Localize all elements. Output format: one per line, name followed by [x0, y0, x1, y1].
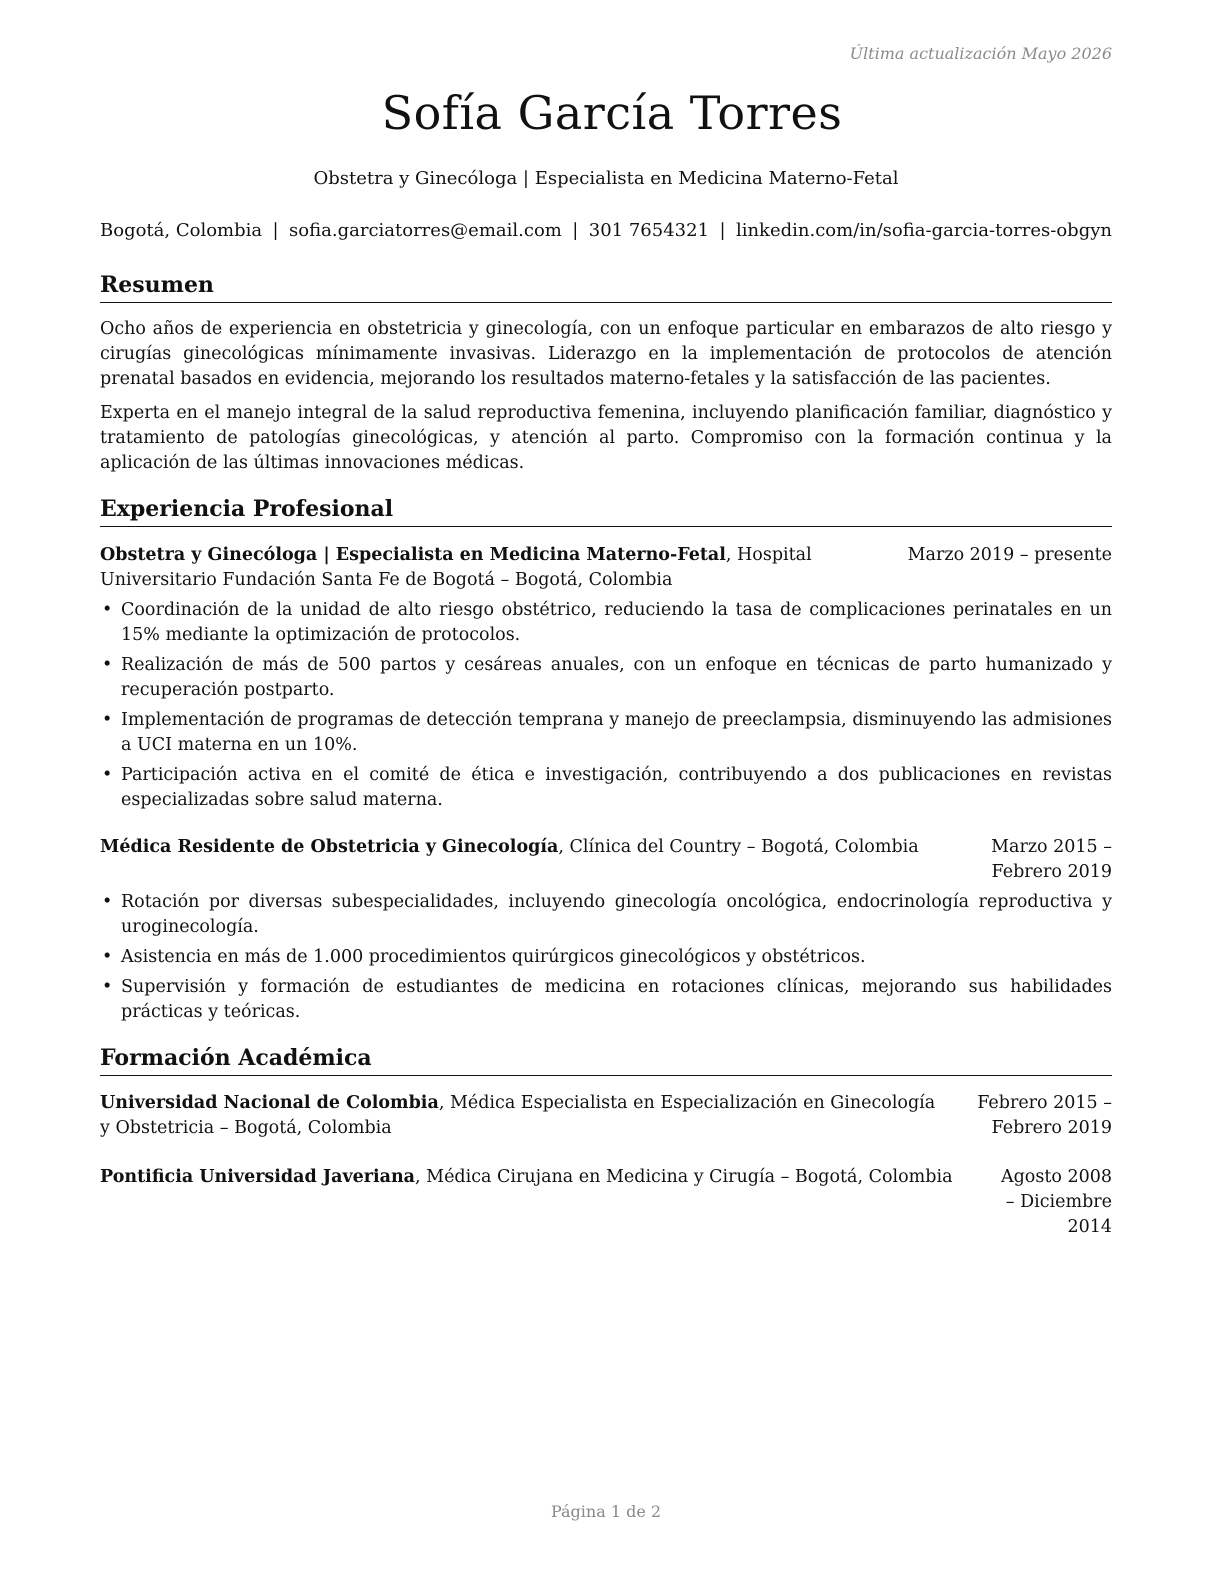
job-header	[100, 835, 1112, 885]
job-role: Médica Residente de Obstetricia y Ginecología	[100, 837, 559, 857]
section-title-summary: Resumen	[100, 270, 1112, 303]
summary-paragraph: Experta en el manejo integral de la salud reproductiva femenina, incluyendo planificación familiar, diagnóstico y tratamiento de patologías ginecológicas, y atención al parto. Compromiso con la formación continua y la aplicación de las últimas innovaciones médicas.	[100, 403, 1112, 473]
contact-location: Bogotá, Colombia	[100, 220, 263, 241]
last-updated: Última actualización Mayo 2026	[849, 44, 1112, 63]
contact-separator: |	[572, 220, 579, 241]
job-bullets	[100, 890, 1112, 1025]
job-entry	[100, 835, 1112, 1025]
job-employer: , Clínica del Country – Bogotá, Colombia	[558, 837, 919, 857]
contact-separator: |	[272, 220, 279, 241]
degree-detail: , Médica Cirujana en Medicina y Cirugía – Bogotá, Colombia	[415, 1167, 953, 1187]
contact-linkedin[interactable]: linkedin.com/in/sofia-garcia-torres-obgyn	[735, 220, 1112, 241]
job-header	[100, 543, 1112, 593]
school-name: Universidad Nacional de Colombia	[100, 1093, 439, 1113]
resume-content	[100, 270, 1112, 1240]
degree-detail: , Médica Especialista en Especialización en Ginecología y Obstetricia – Bogotá, Colombia	[100, 1093, 936, 1138]
section-title-education: Formación Académica	[100, 1043, 1112, 1076]
list-item: • Realización de más de 500 partos y cesáreas anuales, con un enfoque en técnicas de parto humanizado y recuperación postparto.	[100, 653, 1112, 703]
list-item: • Coordinación de la unidad de alto riesgo obstétrico, reduciendo la tasa de complicaciones perinatales en un 15% mediante la optimización de protocolos.	[100, 598, 1112, 648]
job-dates: Marzo 2015 – Febrero 2019	[991, 837, 1112, 882]
job-dates: Marzo 2019 – presente	[907, 545, 1112, 565]
contact-email[interactable]: sofia.garciatorres@email.com	[289, 220, 562, 241]
summary-paragraph: Ocho años de experiencia en obstetricia y ginecología, con un enfoque particular en embarazos de alto riesgo y cirugías ginecológicas mínimamente invasivas. Liderazgo en la implementación de protocolos de atención prenatal basados en evidencia, mejorando los resultados materno-fetales y la satisfacción de las pacientes.	[100, 319, 1112, 389]
education-dates: Agosto 2008 – Diciembre 2014	[1000, 1167, 1112, 1237]
job-bullets	[100, 598, 1112, 813]
education-section	[100, 1043, 1112, 1240]
education-dates: Febrero 2015 – Febrero 2019	[977, 1093, 1112, 1138]
experience-section	[100, 494, 1112, 1025]
contact-separator: |	[719, 220, 726, 241]
tagline: Obstetra y Ginecóloga | Especialista en Medicina Materno-Fetal	[313, 168, 899, 189]
summary-section	[100, 270, 1112, 476]
job-role: Obstetra y Ginecóloga | Especialista en Medicina Materno-Fetal	[100, 545, 726, 565]
contact-line	[100, 220, 1112, 241]
job-entry	[100, 543, 1112, 813]
education-entry	[100, 1165, 1112, 1240]
list-item: • Implementación de programas de detección temprana y manejo de preeclampsia, disminuyendo las admisiones a UCI materna en un 10%.	[100, 708, 1112, 758]
school-name: Pontificia Universidad Javeriana	[100, 1167, 416, 1187]
education-entry	[100, 1091, 1112, 1141]
contact-phone: 301 7654321	[588, 220, 710, 241]
list-item: • Participación activa en el comité de ética e investigación, contribuyendo a dos publicaciones en revistas especializadas sobre salud materna.	[100, 763, 1112, 813]
section-title-experience: Experiencia Profesional	[100, 494, 1112, 527]
page-number: Página 1 de 2	[550, 1502, 662, 1521]
list-item: • Asistencia en más de 1.000 procedimientos quirúrgicos ginecológicos y obstétricos.	[100, 945, 1112, 970]
list-item: • Rotación por diversas subespecialidades, incluyendo ginecología oncológica, endocrinología reproductiva y uroginecología.	[100, 890, 1112, 940]
list-item: • Supervisión y formación de estudiantes de medicina en rotaciones clínicas, mejorando sus habilidades prácticas y teóricas.	[100, 975, 1112, 1025]
candidate-name: Sofía García Torres	[381, 86, 843, 140]
job-employer: , Hospital Universitario Fundación Santa Fe de Bogotá – Bogotá, Colombia	[100, 545, 812, 590]
